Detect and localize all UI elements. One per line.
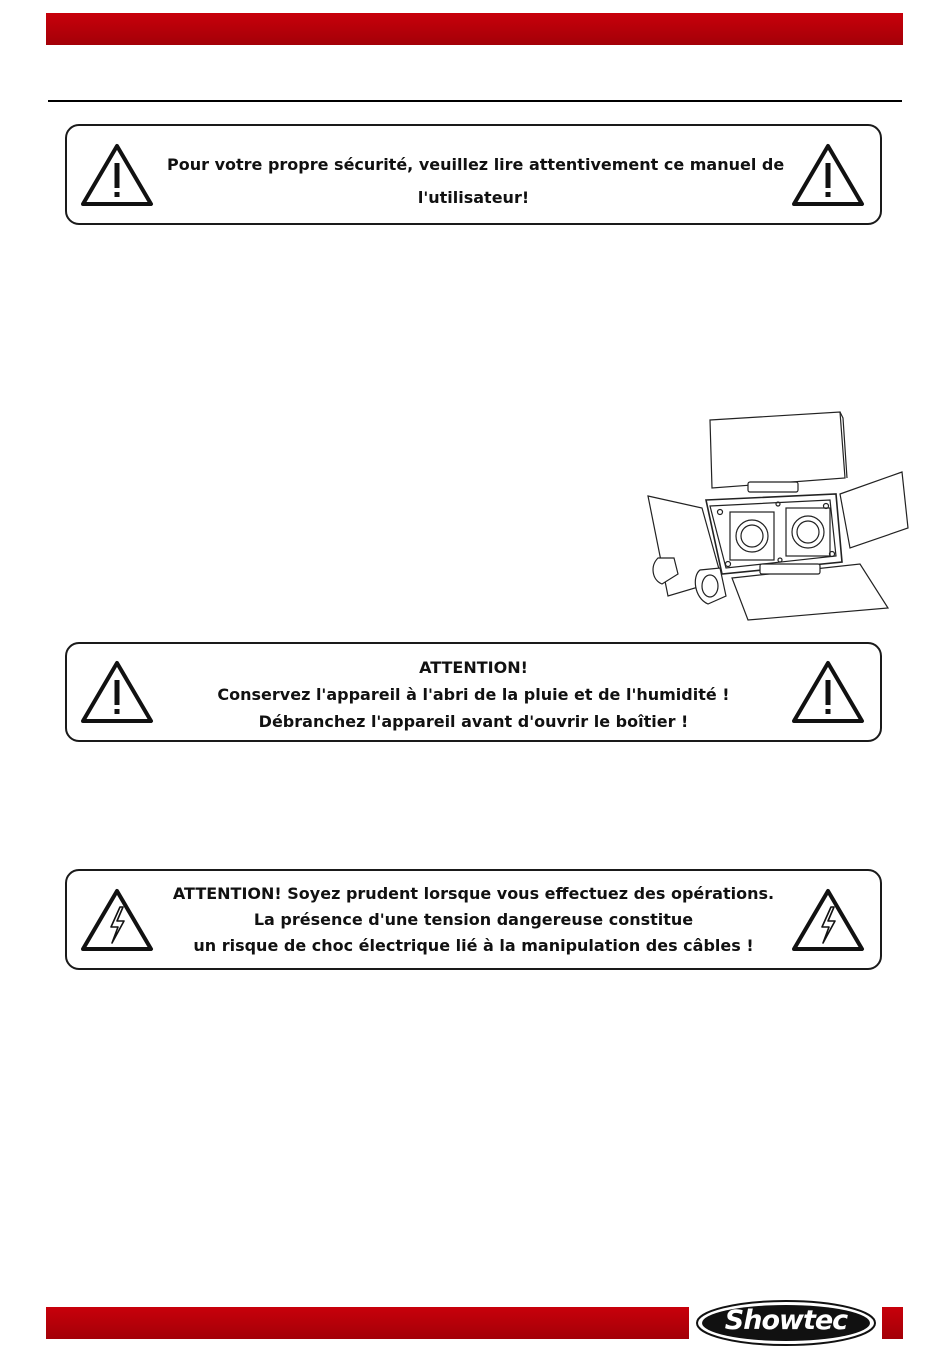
high-voltage-triangle-icon: [79, 887, 155, 953]
warning-line: Débranchez l'appareil avant d'ouvrir le boîtier !: [258, 712, 689, 731]
product-illustration: [640, 408, 910, 623]
safety-warning-box: [65, 124, 882, 225]
warning-text: [167, 654, 780, 735]
showtec-logo: [695, 1299, 877, 1347]
footer-red-bar: [46, 1307, 689, 1339]
header-red-bar: [46, 13, 903, 45]
logo-text: Showtec: [724, 1305, 848, 1336]
exclamation-triangle-icon: [790, 142, 866, 208]
exclamation-triangle-icon: [790, 659, 866, 725]
rain-moisture-warning-box: [65, 642, 882, 742]
warning-line: Conservez l'appareil à l'abri de la pluie et de l'humidité !: [217, 685, 730, 704]
footer-red-bar-end: [882, 1307, 903, 1339]
warning-line: ATTENTION!: [419, 658, 528, 677]
warning-line: La présence d'une tension dangereuse constitue: [253, 910, 694, 929]
warning-line: ATTENTION! Soyez prudent lorsque vous effectuez des opérations.: [172, 884, 775, 903]
exclamation-triangle-icon: [79, 659, 155, 725]
warning-text: [167, 881, 780, 959]
warning-text: [167, 148, 785, 214]
warning-line: Pour votre propre sécurité, veuillez lire attentivement ce manuel de: [167, 155, 785, 174]
exclamation-triangle-icon: [79, 142, 155, 208]
electric-shock-warning-box: [65, 869, 882, 970]
warning-line: un risque de choc électrique lié à la manipulation des câbles !: [193, 936, 754, 955]
warning-line: l'utilisateur!: [417, 188, 530, 207]
header-rule: [48, 100, 902, 102]
high-voltage-triangle-icon: [790, 887, 866, 953]
